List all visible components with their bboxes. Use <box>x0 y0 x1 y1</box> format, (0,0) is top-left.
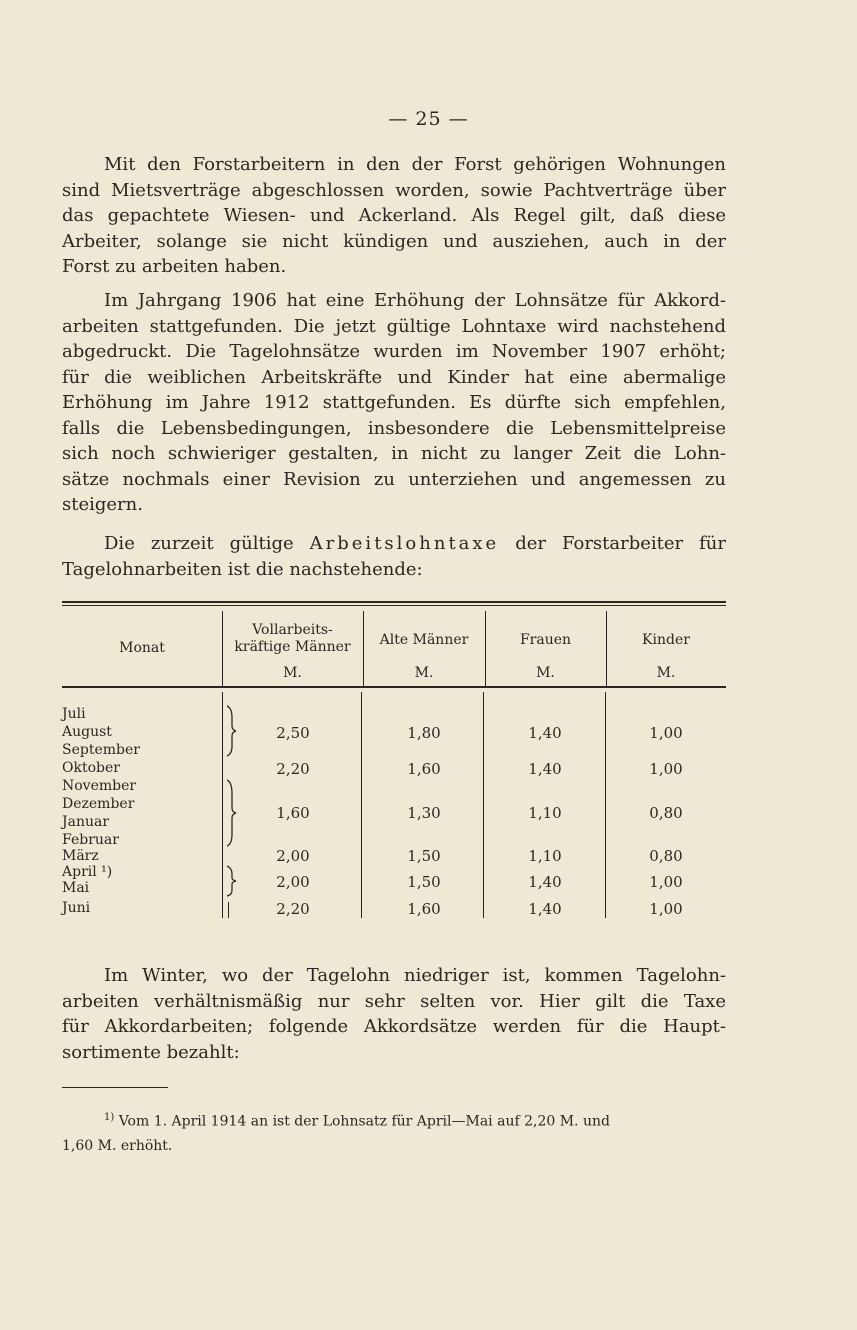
month-label: Oktober <box>62 760 120 776</box>
header-kinder: Kinder <box>642 632 690 648</box>
header-alte-maenner: Alte Männer <box>379 632 469 648</box>
text-fragment: der Forstarbeiter für <box>499 533 726 554</box>
text-line: für Akkordarbeiten; folgende Akkordsätze werden für die Haupt- <box>62 1016 726 1037</box>
text-line: falls die Lebensbedingungen, insbesondere die Lebensmittelpreise <box>62 417 726 439</box>
text-line: Tagelohnarbeiten ist die nachstehende: <box>62 558 423 580</box>
text-line: Forst zu arbeiten haben. <box>62 256 287 277</box>
text-fragment: Die zurzeit gültige <box>104 533 310 554</box>
month-label: Februar <box>62 832 119 848</box>
month-label: Januar <box>62 814 110 830</box>
month-label: März <box>62 848 99 864</box>
table-top-rule <box>62 601 726 603</box>
page-number: — 25 — <box>388 108 469 130</box>
month-label: Mai <box>62 880 90 896</box>
group-brace <box>224 704 238 758</box>
cell-voll: 2,20 <box>276 760 310 778</box>
footnote-text: Vom 1. April 1914 an ist der Lohnsatz für April—Mai auf 2,20 M. und <box>118 1113 610 1130</box>
month-label: Dezember <box>62 796 135 812</box>
month-label: April ¹) <box>62 864 113 880</box>
text-line: sind Mietsverträge abgeschlossen worden, sowie Pachtverträge über <box>62 179 726 201</box>
paragraph-1 <box>62 152 726 280</box>
cell-kinder: 1,00 <box>649 873 683 891</box>
paragraph-3 <box>62 531 726 582</box>
cell-frauen: 1,40 <box>528 873 562 891</box>
header-frauen: Frauen <box>519 632 572 648</box>
group-brace <box>224 864 238 898</box>
cell-frauen: 1,10 <box>528 804 562 822</box>
column-divider <box>222 692 223 918</box>
text-line: arbeiten stattgefunden. Die jetzt gültige Lohntaxe wird nachstehend <box>62 315 726 337</box>
month-label: September <box>62 742 140 758</box>
header-vollarbeits <box>222 622 363 656</box>
cell-kinder: 0,80 <box>649 847 683 865</box>
unit-label: M. <box>283 665 302 681</box>
unit-label: M. <box>414 665 434 681</box>
cell-kinder: 0,80 <box>649 804 683 822</box>
text-line: Erhöhung im Jahre 1912 stattgefunden. Es dürfte sich empfehlen, <box>62 392 726 413</box>
month-label: November <box>62 778 137 794</box>
cell-voll: 2,20 <box>276 900 310 918</box>
cell-voll: 2,00 <box>276 847 310 865</box>
group-brace <box>224 778 238 848</box>
cell-kinder: 1,00 <box>649 760 683 778</box>
cell-voll: 2,50 <box>276 724 310 742</box>
cell-alte: 1,50 <box>407 847 441 865</box>
cell-voll: 1,60 <box>276 804 310 822</box>
emphasized-term: Arbeitslohntaxe <box>309 533 500 554</box>
text-line: für die weiblichen Arbeitskräfte und Kinder hat eine abermalige <box>62 366 726 388</box>
paragraph-2 <box>62 288 726 518</box>
header-monat: Monat <box>119 640 165 656</box>
footnote <box>62 1106 726 1158</box>
text-line: das gepachtete Wiesen- und Ackerland. Als Regel gilt, daß diese <box>62 205 726 226</box>
cell-alte: 1,50 <box>407 873 441 891</box>
text-line: sätze nochmals einer Revision zu unterziehen und angemessen zu <box>62 468 726 490</box>
text-line: steigern. <box>62 494 143 515</box>
footnote-rule <box>62 1087 168 1088</box>
cell-alte: 1,80 <box>407 724 441 742</box>
text-line: Mit den Forstarbeitern in den der Forst gehörigen Wohnungen <box>104 154 726 175</box>
cell-voll: 2,00 <box>276 873 310 891</box>
text-line: Arbeiter, solange sie nicht kündigen und ausziehen, auch in der <box>62 230 726 252</box>
table-header-rule <box>62 686 726 688</box>
text-line: sortimente bezahlt: <box>62 1041 240 1063</box>
column-divider <box>483 692 484 918</box>
unit-label: M. <box>656 665 676 681</box>
header-vollarbeits-line1: Vollarbeits- <box>252 622 333 638</box>
cell-frauen: 1,10 <box>528 847 562 865</box>
column-divider <box>361 692 362 918</box>
text-line: Im Jahrgang 1906 hat eine Erhöhung der Lohnsätze für Akkord- <box>104 290 726 311</box>
text-line: arbeiten verhältnismäßig nur sehr selten vor. Hier gilt die Taxe <box>62 990 726 1012</box>
header-vollarbeits-line2: kräftige Männer <box>234 639 351 655</box>
text-line <box>62 531 726 557</box>
unit-label: M. <box>536 665 555 681</box>
cell-alte: 1,60 <box>407 900 441 918</box>
month-label: Juni <box>62 900 91 916</box>
text-line: abgedruckt. Die Tagelohnsätze wurden im November 1907 erhöht; <box>62 341 726 362</box>
footnote-mark: 1) <box>104 1112 115 1123</box>
cell-alte: 1,60 <box>407 760 441 778</box>
month-label: Juli <box>62 706 86 722</box>
footnote-line <box>62 1106 726 1134</box>
text-line: sich noch schwieriger gestalten, in nicht zu langer Zeit die Lohn- <box>62 443 726 464</box>
text-line: Im Winter, wo der Tagelohn niedriger ist, kommen Tagelohn- <box>104 965 726 986</box>
cell-kinder: 1,00 <box>649 900 683 918</box>
footnote-line: 1,60 M. erhöht. <box>62 1137 173 1154</box>
cell-kinder: 1,00 <box>649 724 683 742</box>
cell-alte: 1,30 <box>407 804 441 822</box>
cell-frauen: 1,40 <box>528 760 562 778</box>
paragraph-4 <box>62 963 726 1065</box>
cell-frauen: 1,40 <box>528 900 562 918</box>
bracket-mark <box>228 902 229 918</box>
cell-frauen: 1,40 <box>528 724 562 742</box>
table-top-rule-thin <box>62 605 726 606</box>
month-label: August <box>62 724 112 740</box>
column-divider <box>605 692 606 918</box>
